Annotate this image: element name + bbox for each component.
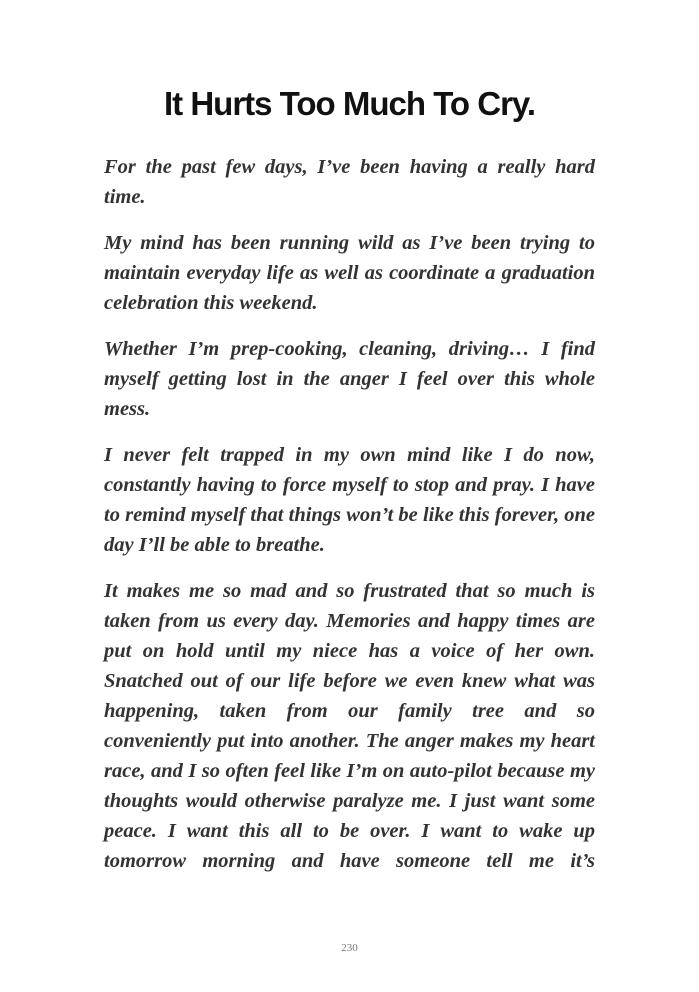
paragraph-5: It makes me so mad and so frustrated that so much is taken from us every day. Memories and happy times are put on hold until my niece has a voice of her own. Snatched out of our life before we even knew what was happening, taken from our family tree and so conveniently put into another. The anger makes my heart race, and I so often feel like I’m on auto-pilot because my thoughts would otherwise paralyze me. I just want some peace. I want this all to be over. I want to wake up tomorrow morning and have someone tell me it’s bbox=[104, 580, 595, 872]
chapter-title: It Hurts Too Much To Cry. bbox=[164, 85, 535, 122]
paragraph-4: I never felt trapped in my own mind like I do now, constantly having to force myself to stop and pray. I have to remind myself that things won’t be like this forever, one day I’ll be able to breathe. bbox=[104, 444, 595, 556]
body-text bbox=[104, 152, 595, 876]
paragraph-1: For the past few days, I’ve been having a really hard time. bbox=[104, 156, 595, 208]
page-number: 230 bbox=[341, 942, 358, 954]
paragraph-2: My mind has been running wild as I’ve been trying to maintain everyday life as well as coordinate a graduation celebration this weekend. bbox=[104, 232, 595, 314]
paragraph-3: Whether I’m prep-cooking, cleaning, driving… I find myself getting lost in the anger I feel over this whole mess. bbox=[104, 338, 595, 420]
